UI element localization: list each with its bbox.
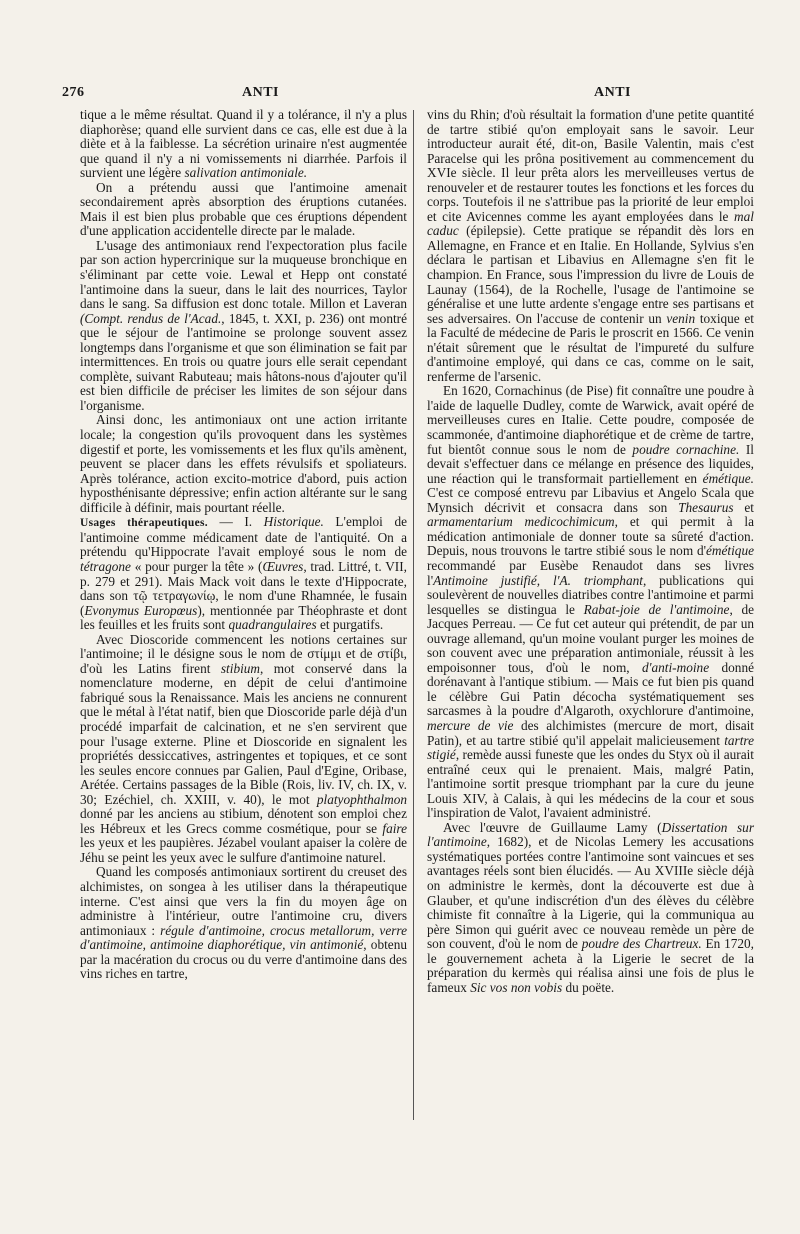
left-column — [80, 108, 407, 982]
column-divider — [413, 110, 414, 1120]
section-heading: Usages thérapeutiques. — [80, 517, 208, 530]
page-number: 276 — [62, 85, 85, 100]
paragraph: Quand les composés antimoniaux sortirent du creuset des alchimistes, on songea à les utiliser dans la thérapeutique interne. C'est ainsi que vers la fin du moyen âge on administre à l'intérieur, outre l'antimoine cru, divers antimoniaux : régule d'antimoine, crocus metallorum, verre d'antimoine, antimoine diaphorétique, vin antimonié, obtenu par la macération du crocus ou du verre d'antimoine dans des vins riches en tartre, — [80, 864, 408, 982]
paragraph: On a prétendu aussi que l'antimoine amenait secondairement après absorption des éruptions cutanées. Mais il est bien plus probable que ces éruptions dépendent d'une application accidentelle directe par le malade. — [80, 179, 407, 239]
paragraph: Usages thérapeutiques. — I. Historique. L'emploi de l'antimoine comme médicament date de l'antiquité. On a prétendu qu'Hippocrate l'avait employé sous le nom de tétragone « pour purger la tête » (Œuvres, trad. Littré, t. VII, p. 279 et 291). Mais Mack voit dans le texte d'Hippocrate, dans son τῷ τετραγωνίῳ, le nom d'une Rhamnée, le fusain (Evonymus Europœus), mentionnée par Théophraste et dont les feuilles et les fruits sont quadrangulaires et purgatifs. — [80, 514, 407, 633]
paragraph: Avec Dioscoride commencent les notions certaines sur l'antimoine; il le désigne sous le nom de στίμμι et de στίβι, d'où les Latins firent stibium, mot conservé dans la nomenclature moderne, en dépit de celui d'antimoine fabriqué sous la Renaissance. Mais les anciens ne connurent que le métal à l'état natif, bien que Dioscoride parle déjà d'un procédé imparfait de calcination, et ne s'en servirent que pour l'usage externe. Pline et Dioscoride en signalent les propriétés dessiccatives, astringentes et topiques, et ce sont les seules encore connues par Galien, Paul d'Egine, Oribase, Arétée. Certains passages de la Bible (Rois, liv. IV, ch. IX, v. 30; Ezéchiel, ch. XXIII, v. 40), le mot platyophthalmon donné par les anciens au stibium, dénotent son emploi chez les Hébreux et les Grecs comme cosmétique, pour se faire les yeux et les paupières. Jézabel voulant apaiser la colère de Jéhu se peint les yeux avec le sulfure d'antimoine naturel. — [80, 631, 407, 865]
paragraph: vins du Rhin; d'où résultait la formation d'une petite quantité de tartre stibié qu'on employait sans le savoir. Leur introducteur aurait été, dit-on, Basile Valentin, mais c'est Paracelse qui les prôna positivement au commencement du XVIe siècle. Il leur prêta alors les merveilleuses vertus de renouveler et de restaurer toutes les fonctions et les forces du corps. Toutefois il ne s'attribue pas la priorité de leur emploi et cite Avicennes comme les ayant employées dans le mal caduc (épilepsie). Cette pratique se répandit dès lors en Allemagne, en France et en Italie. En Hollande, Sylvius s'en déclara le partisan et Libavius en Allemagne s'en fit le champion. En France, sous l'impression du livre de Louis de Launay (1564), de la Rochelle, l'usage de l'antimoine se généralise et une lutte ardente s'engage entre ses partisans et ses adversaires. On l'accuse de contenir un venin toxique et la Faculté de médecine de Paris le proscrit en 1566. Ce venin n'était sûrement que le résultat de l'impureté du sulfure d'antimoine employé, qui dans ce cas, comme on le sait, renferme de l'arsenic. — [427, 107, 754, 384]
paragraph: L'usage des antimoniaux rend l'expectoration plus facile par son action hypercrinique sur la muqueuse bronchique en s'éliminant par cette voie. Lewal et Hepp ont constaté l'antimoine dans la sueur, dans le lait des nourrices, Taylor dans le sang. Sa diffusion est donc totale. Millon et Laveran (Compt. rendus de l'Acad., 1845, t. XXI, p. 236) ont montré que le séjour de l'antimoine se prolonge souvent assez longtemps dans l'organisme et que son élimination se fait par intermittences. En trois ou quatre jours elle serait cependant complète, suivant Rabuteau; mais hâtons-nous d'ajouter qu'il est bien difficile de préciser les limites de son séjour dans l'organisme. — [80, 237, 407, 413]
running-head-left: ANTI — [242, 85, 280, 100]
paragraph: En 1620, Cornachinus (de Pise) fit connaître une poudre à l'aide de laquelle Dudley, comte de Warwick, avait opéré de merveilleuses cures en Italie. Cette poudre, composée de scammonée, d'antimoine diaphorétique et de crème de tartre, fut bientôt connue sous le nom de poudre cornachine. Il devait s'effectuer dans ce mélange en présence des liquides, une réaction qui le transformait partiellement en émétique. C'est ce composé entrevu par Libavius et Angelo Scala que Mynsich décrivit et consacra dans son Thesaurus et armamentarium medicochimicum, et qui permit à la médication antimoniale de donner toute sa sûreté d'action. Depuis, nous trouvons le tartre stibié sous le nom d'émétique recommandé par Eusèbe Renaudot dans ses livres l'Antimoine justifié, l'A. triomphant, publications qui soulevèrent de nouvelles diatribes contre l'antimoine et parmi lesquelles se distingua le Rabat-joie de l'antimoine, de Jacques Perreau. — Ce fut cet auteur qui prétendit, de par un ouvrage allemand, qu'un moine voulant purger les moines de son couvent avec une préparation antimoniale, réussit à les empoisonner tous, d'où le nom, d'anti-moine donné dorénavant à l'antique stibium. — Mais ce fut bien pis quand le célèbre Gui Patin décocha systématiquement ses sarcasmes à la poudre d'Algaroth, oxychlorure d'antimoine, mercure de vie des alchimistes (mercure de mort, disait Patin), et au tartre stibié qu'il appelait malicieusement tartre stigié, remède aussi funeste que les ondes du Styx où il aurait entraîné ceux qui le prenaient. Mais, malgré Patin, l'antimoine sortit presque triomphant par la cure du jeune Louis XIV, à Calais, à qui les médecins de la cour et sous l'inspiration de Valot, l'avaient administré. — [427, 383, 755, 821]
paragraph: Ainsi donc, les antimoniaux ont une action irritante locale; la congestion qu'ils provoquent dans les systèmes digestif et porte, les vomissements et les flux qu'ils amènent, peuvent se placer dans les effets révulsifs et spoliateurs. Après tolérance, action excito-motrice d'abord, puis action hyposthénisante dépressive; enfin action altérante sur le sang difficile à définir, mais pourtant réelle. — [80, 412, 407, 515]
running-head-right: ANTI — [594, 85, 632, 100]
right-column — [427, 108, 754, 995]
paragraph: tique a le même résultat. Quand il y a tolérance, il n'y a plus diaphorèse; quand elle survient dans ce cas, elle est due à la diète et à la faiblesse. La sécrétion urinaire n'est augmentée que quand il n'y a ni vomissements ni diarrhée. Parfois il survient une légère salivation antimoniale. — [80, 107, 407, 181]
paragraph: Avec l'œuvre de Guillaume Lamy (Dissertation sur l'antimoine, 1682), et de Nicolas Lemery les accusations systématiques portées contre l'antimoine sont vaincues et ses avantages réels sont bien élucidés. — Au XVIIIe siècle déjà on administre le kermès, dont la découverte est due à Glauber, et qu'une indiscrétion d'un des élèves du célèbre chimiste fit connaître à la Ligerie, qui la communiqua au père Simon qui guérit avec ce nouveau remède un père de son couvent, d'où le nom de poudre des Chartreux. En 1720, le gouvernement acheta à la Ligerie le secret de la préparation du kermès qui réalisa ainsi une fois de plus le fameux Sic vos non vobis du poëte. — [427, 819, 754, 995]
